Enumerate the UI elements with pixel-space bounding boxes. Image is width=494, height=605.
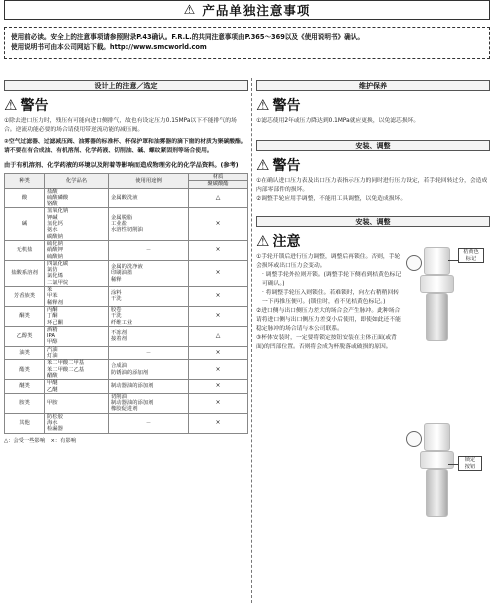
cell-mark: × [189,393,248,413]
cell-type: 碱 [5,208,45,240]
cell-use: － [109,240,189,260]
design-item-2: ②空气过滤器、过滤减压阀、油雾器的标准杯、杯保护罩和油雾器的滴下窗的材质为聚碳酸酯。请不要在有合成油、有机溶剂、化学药液、切削油、碱、螺纹紧固剂等场合使用。 [4,139,247,154]
page-title: ⚠ 产品单独注意事项 [4,0,490,20]
cell-mark: △ [189,188,248,208]
cell-use: 制动器油的添加剂 [109,380,189,394]
table-legend: △：会受一些影响 ×：有影响 [4,437,77,444]
cell-type: 酯类 [5,360,45,380]
install-item-2: ②调整手轮应用手调整，不能用工具调整，以免造成损坏。 [256,196,407,202]
cell-use: 合成油 防锈油的添加剂 [109,360,189,380]
cell-use: 金属的洗净液 印刷油墨 稀释 [109,260,189,286]
warning-heading: ⚠ 警告 [4,96,49,114]
lock-button-label: 锁定 按钮 [458,456,482,471]
cell-type: 其他 [5,413,45,433]
table-row [5,413,248,433]
cell-type: 酮类 [5,306,45,326]
cell-mark: × [189,360,248,380]
caution-item-1: ①手轮开锁后进行压力调整，调整后再锁住。否则，手轮会损坏或出口压力会变动。 [256,254,401,269]
cell-mark: × [189,240,248,260]
cell-names: 盐酸 硫酸磷酸 铬酸 [45,188,109,208]
th-polycarbonate: 聚碳酸酯 [189,181,248,188]
notice-line-1: 使用前必读。安全上的注意事项请参照附录P.43确认。F.R.L.的共同注意事项由P.365～369以及《使用说明书》确认。 [11,33,364,41]
gauge-icon [406,255,422,271]
cell-type: 芳香族类 [5,287,45,307]
warning-triangle-icon: ⚠ [256,96,270,114]
cell-use: 切削油 制动器油的添加剂 橡胶促进剂 [109,393,189,413]
cell-type: 胺类 [5,393,45,413]
cell-type: 乙醇类 [5,326,45,346]
section-install: 安装、调整 [256,140,490,151]
right-column [256,80,490,352]
cell-mark: × [189,306,248,326]
cell-names: 四氯化碳 氯仿 氯化烯 二氯甲烷 [45,260,109,286]
table-row [5,240,248,260]
th-name: 化学品名 [45,174,109,189]
table-row [5,260,248,286]
cell-names: 苯二甲酸二甲基 苯二甲酸二乙基 醋酸 [45,360,109,380]
cell-use: 不冻剂 接着剂 [109,326,189,346]
cell-mark: × [189,346,248,360]
table-row [5,393,248,413]
section-design: 设计上的注意／选定 [4,80,248,91]
caution-item-3: ③杯体安装时，一定要将锁定按钮安装在主体正面(或背面)的凹部位置。否则将会成为杯脱落或破损的原因。 [256,335,397,350]
cell-mark: × [189,413,248,433]
warning-heading: ⚠ 警告 [256,156,301,174]
cell-type: 盐酸系溶剂 [5,260,45,286]
caution-item-1a: · 调整手轮外拉则开锁。(调整手轮下侧看到桔黄色标记可确认。) [262,272,402,287]
cell-names: 甲胺 [45,393,109,413]
th-material: 材质 [189,174,248,181]
design-item-1: ①除去进口压力时，残压有可能向进口侧排气，故也有设定压力0.15MPa以下不能排气的场合。逆流功能必要的场合请使用带逆流功能的减压阀。 [4,118,237,133]
warning-triangle-icon: ⚠ [256,156,270,174]
cell-type: 醚类 [5,380,45,394]
cell-use: － [109,346,189,360]
warning-triangle-icon: ⚠ [183,2,197,18]
cell-names: 防松胶 海水 检漏器 [45,413,109,433]
cell-names: 甲醚 乙醚 [45,380,109,394]
th-type: 种类 [5,174,45,189]
chemical-table [4,173,248,434]
table-row [5,306,248,326]
cell-use: 涂料 干洗 [109,287,189,307]
column-divider [251,78,252,603]
warning-triangle-icon: ⚠ [4,96,18,114]
gauge-icon [406,431,422,447]
cell-names: 氢氧化钠 钾碱 氢化钙 氨水 碳酸钠 [45,208,109,240]
cell-names: 硫化钠 硝酸钾 硫酸钠 [45,240,109,260]
section-install-2: 安装、调整 [256,216,490,227]
cell-type: 油类 [5,346,45,360]
cell-mark: × [189,260,248,286]
cell-use: 金属脱脂 工业盐 水溶性切削油 [109,208,189,240]
caution-item-2: ②进口侧与出口侧压力差大的场合会产生脉冲。此种场合请将进口侧与出口侧压力差变小后使用，即使如此还不能稳定脉冲的场合请与本公司联系。 [256,308,401,332]
notice-box [4,27,490,59]
cell-use: 胶卷 干洗 纤维工业 [109,306,189,326]
cell-type: 无机盐 [5,240,45,260]
install-item-1: ①在确认进口压力表及出口压力表指示压力的同时进行压力设定，若手轮回转过分，会造成内部零部件的损坏。 [256,178,488,193]
table-row [5,346,248,360]
table-row [5,380,248,394]
caution-item-1b: · 将调整手轮压入则锁住。若难锁时，向左右稍稍回转一下再推压便可。(锁住时，看不见桔黄色标记。) [262,290,400,305]
th-use: 使用用途例 [109,174,189,189]
left-column [4,80,248,444]
cell-names: 酒精 IPA 甲醇 [45,326,109,346]
cell-mark: × [189,380,248,394]
cell-names: 汽油 灯油 [45,346,109,360]
cell-mark: × [189,287,248,307]
table-row [5,287,248,307]
cell-names: 丙酮 丁酮 环己酮 [45,306,109,326]
table-row [5,208,248,240]
table-row [5,188,248,208]
section-maintenance: 维护保养 [256,80,490,91]
cell-mark: △ [189,326,248,346]
warning-heading: ⚠ 警告 [256,96,301,114]
cell-use: － [109,413,189,433]
caution-triangle-icon: ⚠ [256,232,270,250]
caution-heading: ⚠ 注意 [256,232,301,250]
maint-item-1: ①滤芯使用2年或压力降达到0.1MPa就应更换，以免滤芯损坏。 [256,118,420,124]
cell-type: 酸 [5,188,45,208]
cell-use: 金属酸洗液 [109,188,189,208]
table-row [5,326,248,346]
cell-mark: × [189,208,248,240]
orange-mark-label: 桔黄色 标记 [458,248,484,263]
cell-names: 苯 甲苯 稀释剂 [45,287,109,307]
notice-line-2: 使用说明书可由本公司网站下载。http://www.smcworld.com [11,43,207,51]
table-row [5,360,248,380]
chem-note: 由于有机溶剂、化学药液的环境以及附着等影响而造成物理劣化的化学品资料。(参考) [4,162,239,169]
